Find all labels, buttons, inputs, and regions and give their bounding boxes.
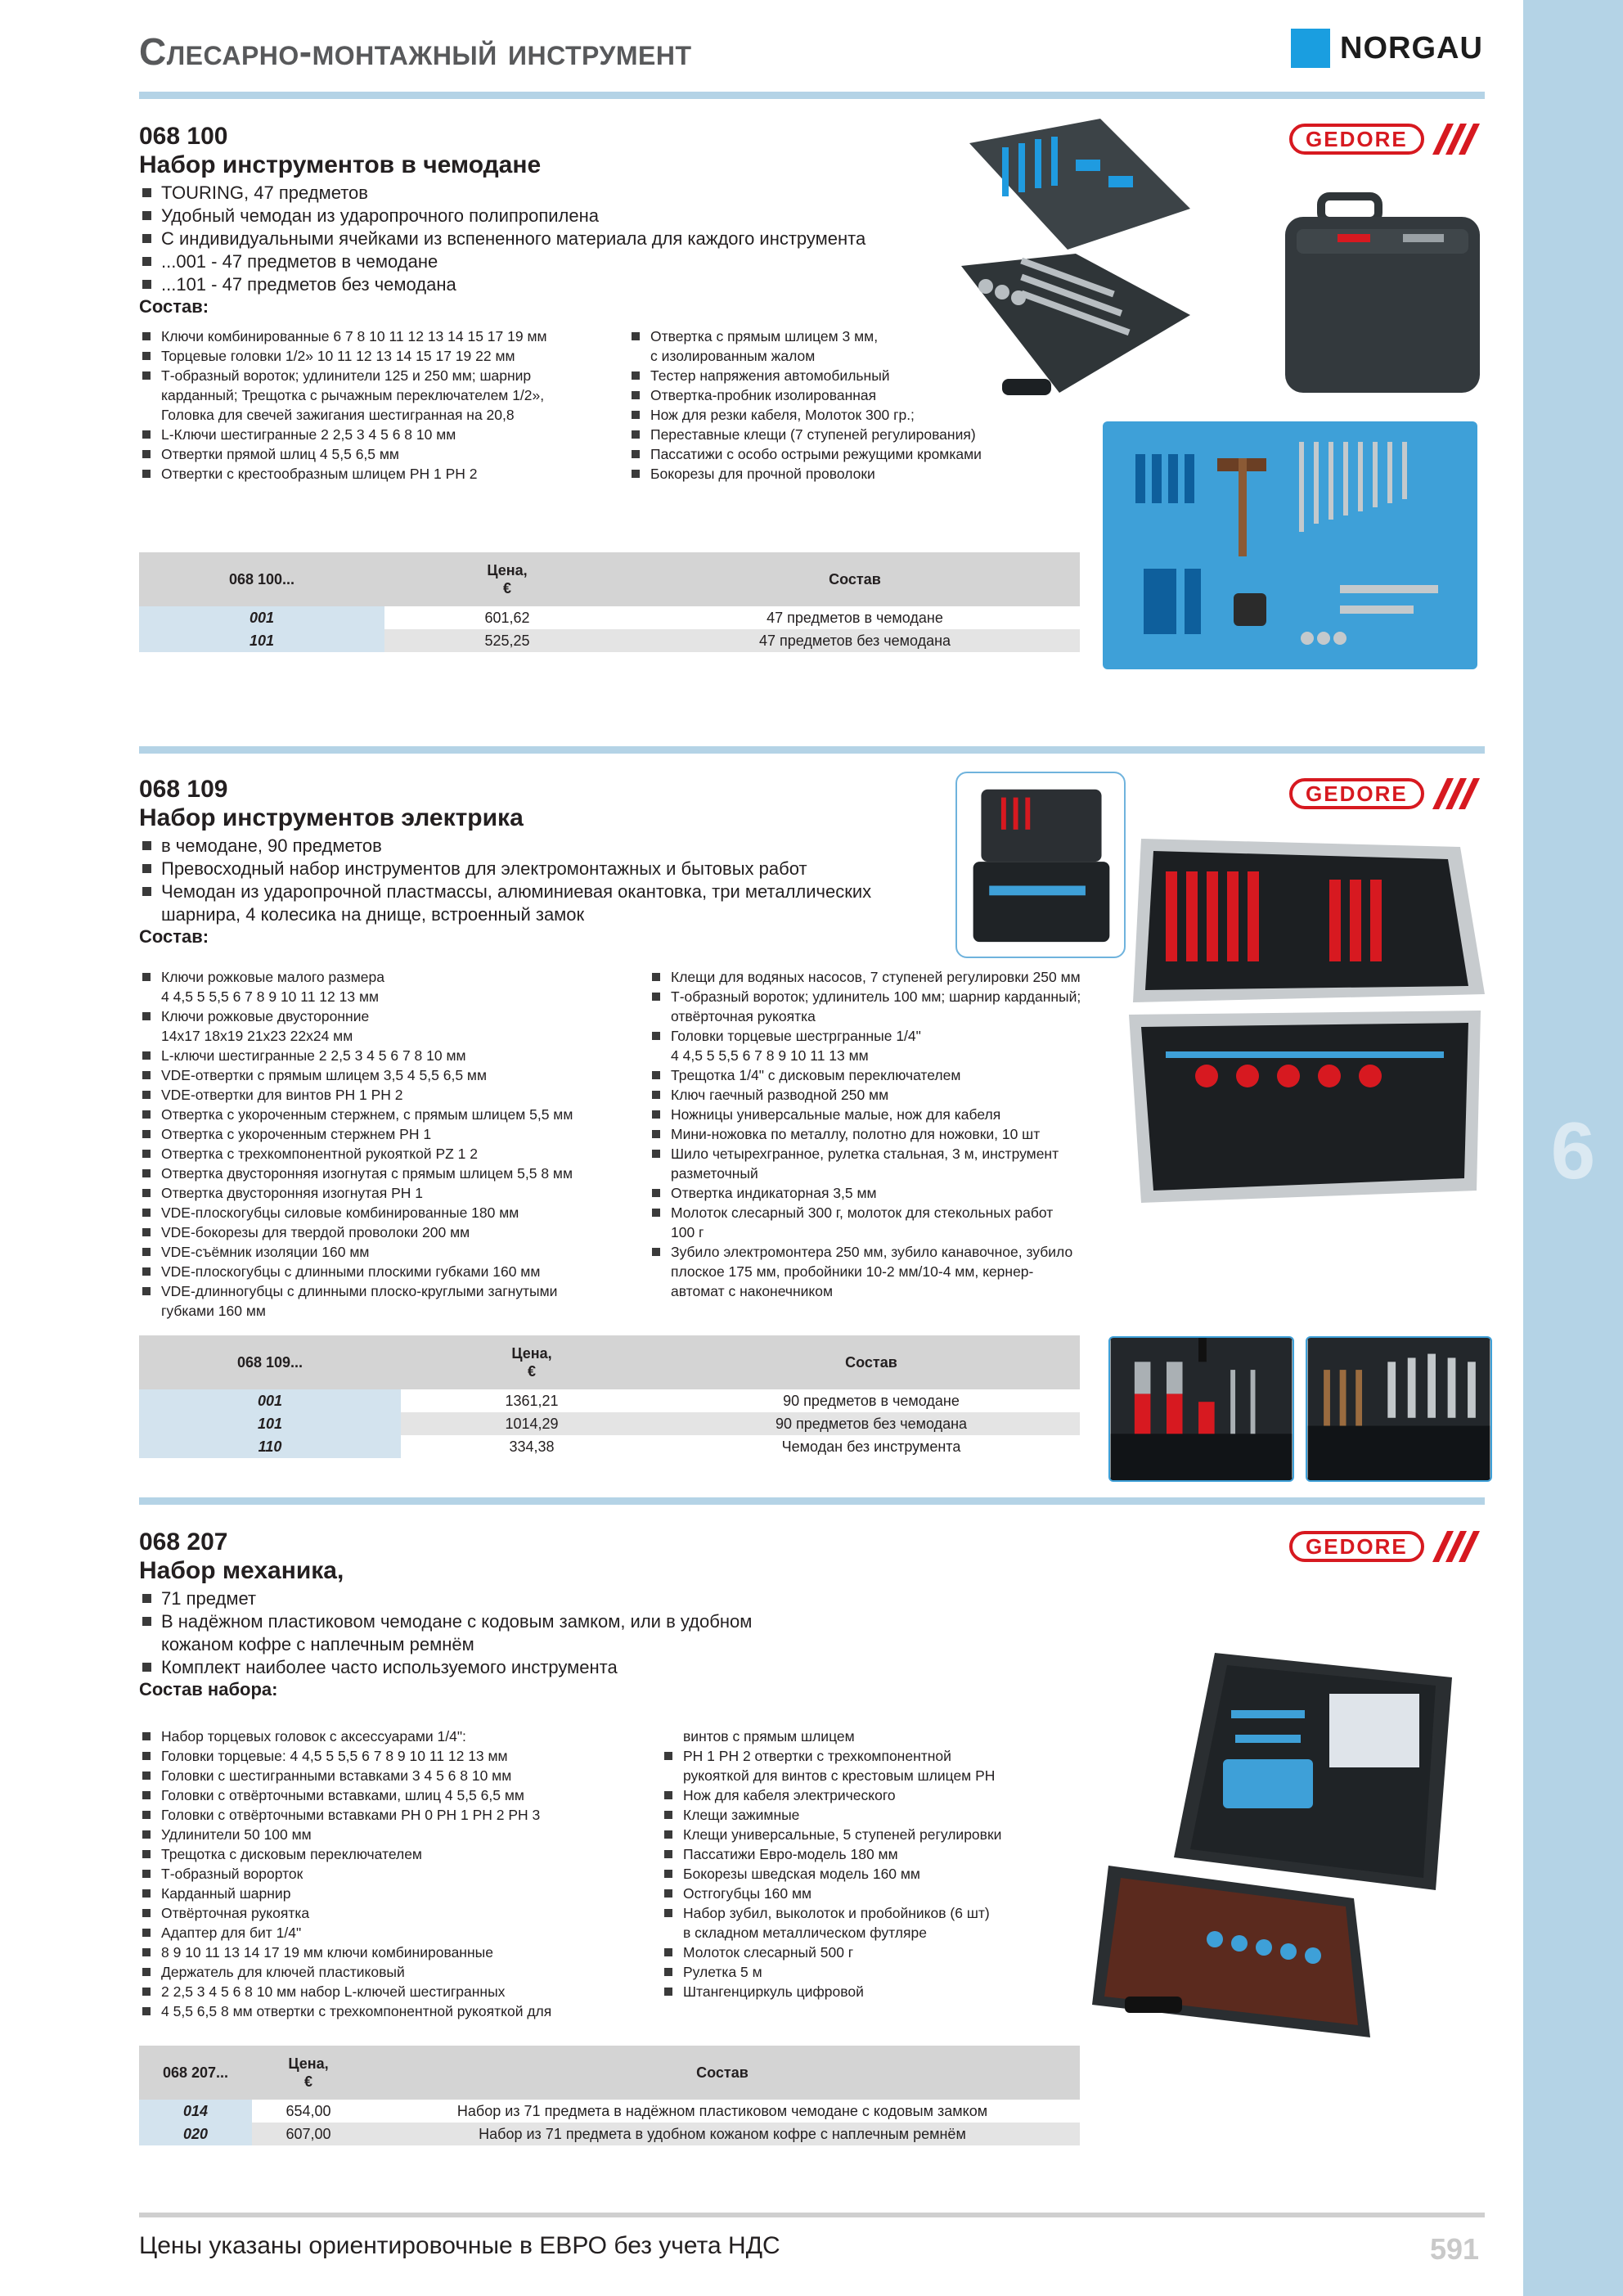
price-table <box>139 2046 1080 2145</box>
list-item: 8 9 10 11 13 14 17 19 мм ключи комбинированные <box>141 1943 664 1962</box>
list-item: ...101 - 47 предметов без чемодана <box>141 273 959 296</box>
price-cell: 334,38 <box>509 1438 555 1455</box>
price-table <box>139 552 1080 652</box>
list-item: Отвертка с прямым шлицем 3 мм, <box>630 326 1072 346</box>
list-item: Отвёрточная рукоятка <box>141 1903 664 1923</box>
section-rule <box>139 746 1485 754</box>
page-title: Слесарно-монтажный инструмент <box>139 30 692 73</box>
list-item: Нож для кабеля электрического <box>663 1785 1088 1805</box>
list-item: Клещи зажимные <box>663 1805 1088 1825</box>
composition-list-left <box>141 326 623 484</box>
feature-list <box>141 835 918 926</box>
gedore-stripes-icon <box>1429 778 1481 809</box>
list-item: Отвертки с крестообразным шлицем PH 1 PH 2 <box>141 464 623 484</box>
section-number-tab: 6 <box>1550 1105 1596 1195</box>
composition-label: Состав: <box>139 926 209 947</box>
list-item: TOURING, 47 предметов <box>141 182 959 205</box>
composition-cell: 47 предметов в чемодане <box>767 609 943 626</box>
composition-cell: 90 предметов в чемодане <box>783 1392 960 1409</box>
product-photo-case-thumbnail <box>955 772 1126 958</box>
list-item: ...001 - 47 предметов в чемодане <box>141 250 959 273</box>
list-item: 4 4,5 5 5,5 6 7 8 9 10 11 12 13 мм <box>161 988 380 1005</box>
list-item: отвёрточная рукоятка <box>671 1008 816 1024</box>
product-title: Набор инструментов в чемодане <box>139 151 542 178</box>
column-header: Состав <box>630 552 1080 606</box>
product-photo-tool-roll-2 <box>1306 1336 1492 1482</box>
article-suffix: 020 <box>139 2123 252 2145</box>
column-header: 068 100... <box>139 552 384 606</box>
product-code: 068 207 <box>139 1528 228 1555</box>
list-item: L-ключи шестигранные 2 2,5 3 4 5 6 7 8 10 мм <box>141 1046 640 1065</box>
list-item: кожаном кофре с наплечным ремнём <box>161 1634 474 1654</box>
column-header: Цена, € <box>384 552 630 606</box>
column-header: Состав <box>663 1335 1080 1389</box>
brand-name: NORGAU <box>1340 30 1483 65</box>
article-suffix: 014 <box>139 2100 252 2123</box>
list-item: Клещи универсальные, 5 ступеней регулировки <box>663 1825 1088 1844</box>
list-item: Молоток слесарный 300 г, молоток для стекольных работ <box>650 1203 1141 1222</box>
list-item: Головка для свечей зажигания шестигранная на 20,8 <box>161 407 515 423</box>
gedore-wordmark: GEDORE <box>1289 1531 1424 1562</box>
list-item: Превосходный набор инструментов для электромонтажных и бытовых работ <box>141 858 918 880</box>
list-item: Отвертка с трехкомпонентной рукояткой PZ 1 2 <box>141 1144 640 1164</box>
list-item: В надёжном пластиковом чемодане с кодовым замком, или в удобном <box>141 1610 877 1633</box>
article-suffix: 101 <box>139 629 384 652</box>
list-item: в чемодане, 90 предметов <box>141 835 918 858</box>
list-item: Мини-ножовка по металлу, полотно для ножовки, 10 шт <box>650 1124 1141 1144</box>
column-header: Состав <box>365 2046 1080 2100</box>
product-photo-tools-layout <box>1103 421 1477 669</box>
gedore-logo <box>1289 777 1486 810</box>
price-cell: 654,00 <box>285 2102 331 2119</box>
list-item: Отвертки прямой шлиц 4 5,5 6,5 мм <box>141 444 623 464</box>
product-photo-open-case <box>953 110 1198 401</box>
list-item: Удлинители 50 100 мм <box>141 1825 664 1844</box>
header-rule <box>139 92 1485 99</box>
list-item: 71 предмет <box>141 1587 877 1610</box>
product-photo-closed-case <box>1280 188 1485 397</box>
list-item: плоское 175 мм, пробойники 10-2 мм/10-4 мм, кернер- <box>671 1263 1034 1280</box>
product-code: 068 100 <box>139 123 228 150</box>
list-item: автомат с наконечником <box>671 1283 834 1299</box>
list-item: в складном металлическом футляре <box>683 1925 927 1941</box>
list-item: VDE-длинногубцы с длинными плоско-круглыми загнутыми <box>141 1281 640 1301</box>
list-item: VDE-плоскогубцы с длинными плоскими губками 160 мм <box>141 1262 640 1281</box>
list-item: Головки торцевые шестргранные 1/4" <box>650 1026 1141 1046</box>
table-row <box>139 1412 1080 1435</box>
list-item: 4 5,5 6,5 8 мм отвертки с трехкомпонентной рукояткой для <box>141 2001 664 2021</box>
list-item: Т-образный вороток; удлинители 125 и 250 мм; шарнир <box>141 366 623 385</box>
composition-cell: 90 предметов без чемодана <box>663 1412 1080 1435</box>
price-table <box>139 1335 1080 1458</box>
list-item: VDE-отвертки с прямым шлицем 3,5 4 5,5 6,5 мм <box>141 1065 640 1085</box>
price-cell: 601,62 <box>484 609 530 626</box>
composition-cell: Набор из 71 предмета в удобном кожаном кофре с наплечным ремнём <box>365 2123 1080 2145</box>
list-item: с изолированным жалом <box>650 348 816 364</box>
list-item: Остгогубцы 160 мм <box>663 1884 1088 1903</box>
price-cell: 525,25 <box>384 629 630 652</box>
composition-list-right <box>663 1727 1088 2001</box>
article-suffix: 110 <box>139 1435 401 1458</box>
article-suffix: 001 <box>139 1389 401 1412</box>
table-row <box>139 2123 1080 2145</box>
list-item: Нож для резки кабеля, Молоток 300 гр.; <box>630 405 1072 425</box>
price-cell: 1361,21 <box>505 1392 559 1409</box>
list-item: 2 2,5 3 4 5 6 8 10 мм набор L-ключей шестигранных <box>141 1982 664 2001</box>
product-code: 068 109 <box>139 776 228 803</box>
list-item: Набор зубил, выколоток и пробойников (6 шт) <box>663 1903 1088 1923</box>
list-item: Тестер напряжения автомобильный <box>630 366 1072 385</box>
list-item: PH 1 PH 2 отвертки с трехкомпонентной <box>663 1746 1088 1766</box>
brand-logo <box>1291 28 1483 69</box>
page-number: 591 <box>1430 2232 1480 2266</box>
gedore-logo <box>1289 1530 1486 1563</box>
list-item: Зубило электромонтера 250 мм, зубило канавочное, зубило <box>650 1242 1141 1262</box>
column-header: 068 207... <box>139 2046 252 2100</box>
list-item: губками 160 мм <box>161 1303 266 1319</box>
table-row <box>139 606 1080 629</box>
list-item: VDE-съёмник изоляции 160 мм <box>141 1242 640 1262</box>
list-item: Клещи для водяных насосов, 7 ступеней регулировки 250 мм <box>650 967 1141 987</box>
list-item: Адаптер для бит 1/4" <box>141 1923 664 1943</box>
list-item: Карданный шарнир <box>141 1884 664 1903</box>
list-item: Отвертка-пробник изолированная <box>630 385 1072 405</box>
composition-label: Состав: <box>139 296 209 317</box>
gedore-stripes-icon <box>1429 1531 1481 1562</box>
list-item: С индивидуальными ячейками из вспененного материала для каждого инструмента <box>141 227 959 250</box>
article-suffix: 101 <box>139 1412 401 1435</box>
list-item: VDE-отвертки для винтов PH 1 PH 2 <box>141 1085 640 1105</box>
price-note: Цены указаны ориентировочные в ЕВРО без учета НДС <box>139 2232 780 2259</box>
list-item: Торцевые головки 1/2» 10 11 12 13 14 15 17 19 22 мм <box>141 346 623 366</box>
list-item: Головки с шестигранными вставками 3 4 5 6 8 10 мм <box>141 1766 664 1785</box>
list-item: Рулетка 5 м <box>663 1962 1088 1982</box>
list-item: Отвертка индикаторная 3,5 мм <box>650 1183 1141 1203</box>
brand-square-icon <box>1291 29 1330 68</box>
table-row <box>139 2100 1080 2123</box>
list-item: Отвертка с укороченным стержнем PH 1 <box>141 1124 640 1144</box>
list-item: VDE-плоскогубцы силовые комбинированные 180 мм <box>141 1203 640 1222</box>
list-item: VDE-бокорезы для твердой проволоки 200 мм <box>141 1222 640 1242</box>
composition-label: Состав набора: <box>139 1679 278 1699</box>
list-item: Комплект наиболее часто используемого инструмента <box>141 1656 877 1679</box>
list-item: шарнира, 4 колесика на днище, встроенный замок <box>161 904 585 925</box>
list-item: Головки с отвёрточными вставками, шлиц 4 5,5 6,5 мм <box>141 1785 664 1805</box>
composition-list-left <box>141 967 640 1321</box>
list-item: Головки с отвёрточными вставками PH 0 PH 1 PH 2 PH 3 <box>141 1805 664 1825</box>
list-item: карданный; Трещотка с рычажным переключателем 1/2», <box>161 387 545 403</box>
list-item: Штангенциркуль цифровой <box>663 1982 1088 2001</box>
list-item: Отвертка двусторонняя изогнутая PH 1 <box>141 1183 640 1203</box>
list-item: Пассатижи Евро-модель 180 мм <box>663 1844 1088 1864</box>
list-item: Молоток слесарный 500 г <box>663 1943 1088 1962</box>
composition-list-left <box>141 1727 664 2021</box>
table-row <box>139 1389 1080 1412</box>
list-item: Пассатижи с особо острыми режущими кромками <box>630 444 1072 464</box>
list-item: Набор торцевых головок с аксессуарами 1/4": <box>141 1727 664 1746</box>
column-header: Цена, € <box>252 2046 365 2100</box>
list-item: Чемодан из ударопрочной пластмассы, алюминиевая окантовка, три металлических <box>141 880 918 903</box>
product-title: Набор механика, <box>139 1557 344 1584</box>
list-item: Трещотка с дисковым переключателем <box>141 1844 664 1864</box>
list-item: рукояткой для винтов с крестовым шлицем PH <box>683 1767 996 1784</box>
list-item: Ключ гаечный разводной 250 мм <box>650 1085 1141 1105</box>
list-item: Ключи рожковые двусторонние <box>141 1006 640 1026</box>
list-item: 14x17 18x19 21x23 22x24 мм <box>161 1028 353 1044</box>
list-item: Удобный чемодан из ударопрочного полипропилена <box>141 205 959 227</box>
price-cell: 1014,29 <box>401 1412 663 1435</box>
list-item: Бокорезы для прочной проволоки <box>630 464 1072 484</box>
list-item: Держатель для ключей пластиковый <box>141 1962 664 1982</box>
product-photo-electrician-case <box>1117 831 1493 1219</box>
column-header: Цена, € <box>401 1335 663 1389</box>
table-row <box>139 1435 1080 1458</box>
list-item: разметочный <box>671 1165 758 1182</box>
list-item: Ключи рожковые малого размера <box>141 967 640 987</box>
gedore-wordmark: GEDORE <box>1289 778 1424 809</box>
list-item: Переставные клещи (7 ступеней регулирования) <box>630 425 1072 444</box>
list-item: Ножницы универсальные малые, нож для кабеля <box>650 1105 1141 1124</box>
section-rule <box>139 1497 1485 1505</box>
gedore-wordmark: GEDORE <box>1289 124 1424 155</box>
list-item: Отвертка двусторонняя изогнутая с прямым шлицем 5,5 8 мм <box>141 1164 640 1183</box>
footer-rule <box>139 2213 1485 2217</box>
list-item: Трещотка 1/4" с дисковым переключателем <box>650 1065 1141 1085</box>
feature-list <box>141 1587 877 1679</box>
gedore-stripes-icon <box>1429 124 1481 155</box>
list-item: 4 4,5 5 5,5 6 7 8 9 10 11 13 мм <box>671 1047 869 1064</box>
article-suffix: 001 <box>139 606 384 629</box>
gedore-logo <box>1289 123 1486 155</box>
column-header: 068 109... <box>139 1335 401 1389</box>
price-cell: 607,00 <box>252 2123 365 2145</box>
list-item: Т-образный вороток; удлинитель 100 мм; шарнир карданный; <box>650 987 1141 1006</box>
composition-cell: 47 предметов без чемодана <box>630 629 1080 652</box>
list-item: Ключи комбинированные 6 7 8 10 11 12 13 14 15 17 19 мм <box>141 326 623 346</box>
composition-cell: Набор из 71 предмета в надёжном пластиковом чемодане с кодовым замком <box>456 2102 988 2119</box>
product-photo-mechanic-case <box>1092 1645 1464 2046</box>
table-row <box>139 629 1080 652</box>
list-item: Т-образный ворорток <box>141 1864 664 1884</box>
list-item: винтов с прямым шлицем <box>683 1728 855 1745</box>
product-photo-tool-roll-1 <box>1108 1336 1294 1482</box>
list-item: Шило четырехгранное, рулетка стальная, 3 м, инструмент <box>650 1144 1141 1164</box>
list-item: 100 г <box>671 1224 704 1240</box>
list-item: Отвертка с укороченным стержнем, с прямым шлицем 5,5 мм <box>141 1105 640 1124</box>
product-title: Набор инструментов электрика <box>139 804 524 831</box>
list-item: Головки торцевые: 4 4,5 5 5,5 6 7 8 9 10 11 12 13 мм <box>141 1746 664 1766</box>
list-item: Бокорезы шведская модель 160 мм <box>663 1864 1088 1884</box>
composition-cell: Чемодан без инструмента <box>781 1438 961 1455</box>
feature-list <box>141 182 959 296</box>
list-item: L-Ключи шестигранные 2 2,5 3 4 5 6 8 10 мм <box>141 425 623 444</box>
composition-list-right <box>650 967 1141 1301</box>
